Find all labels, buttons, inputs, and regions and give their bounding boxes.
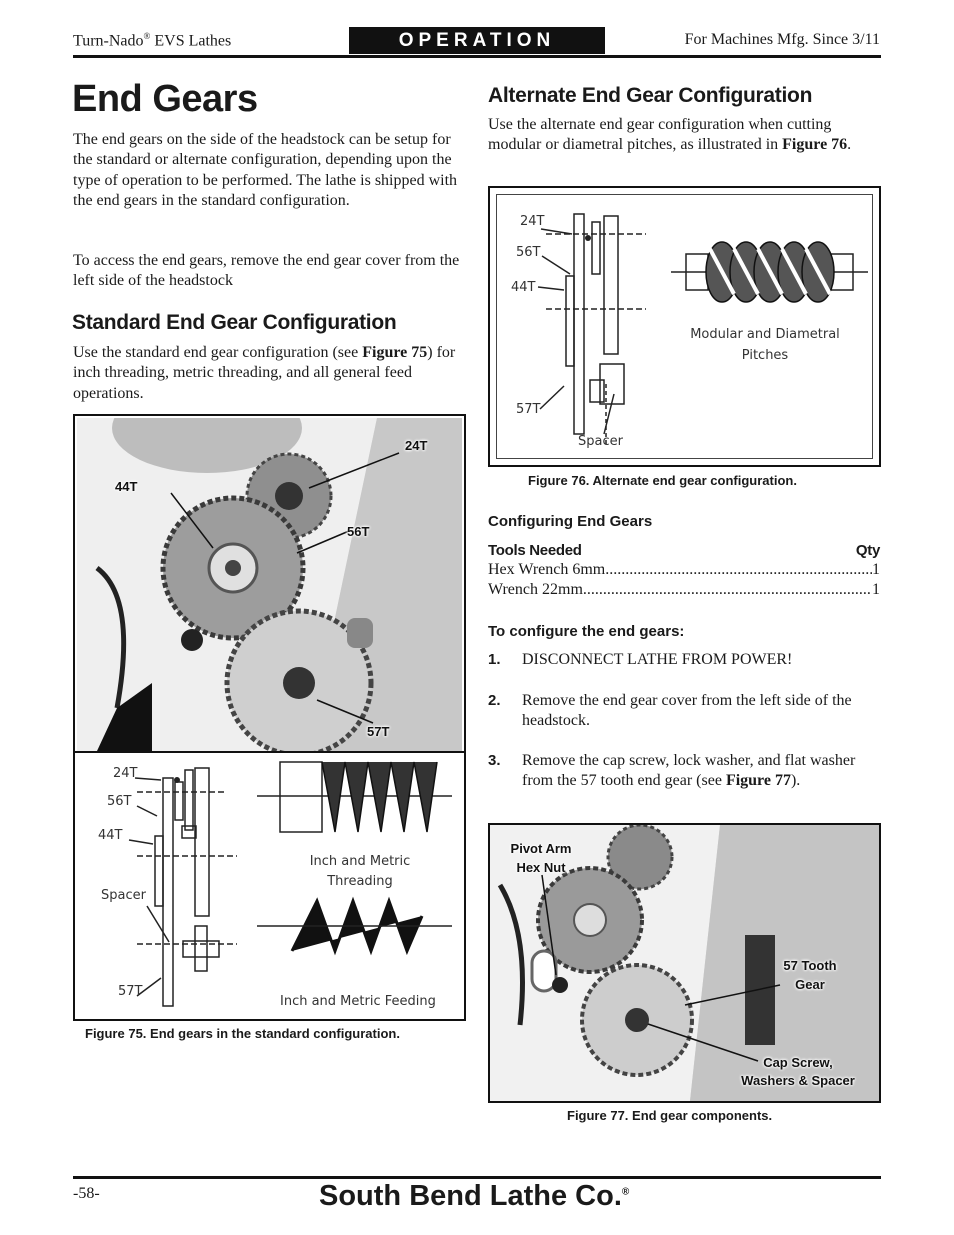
step-text: Remove the end gear cover from the left side of the headstock. — [522, 692, 852, 730]
standard-heading: Standard End Gear Configuration — [72, 311, 397, 334]
header-rule — [73, 55, 881, 58]
qty-label: Qty — [855, 542, 880, 559]
feeding-label: Inch and Metric Feeding — [280, 994, 436, 1009]
diagram-label-44t: 44T — [98, 828, 123, 843]
alt-label-57t: 57T — [516, 402, 541, 417]
diagram-label-57t: 57T — [118, 984, 143, 999]
page-title: End Gears — [72, 78, 258, 120]
procedure-heading: To configure the end gears: — [488, 623, 685, 640]
photo-label-56t: 56T — [347, 524, 370, 539]
figure-75-caption: Figure 75. End gears in the standard configuration. — [85, 1026, 400, 1041]
page-number: -58- — [73, 1185, 100, 1202]
step-number: 2. — [488, 692, 501, 709]
figure-75 — [73, 414, 466, 1021]
figure-77-ref[interactable]: Figure 77 — [725, 772, 791, 790]
diagram-label-56t: 56T — [107, 794, 132, 809]
alternate-heading: Alternate End Gear Configuration — [488, 84, 813, 107]
figure-75-divider — [75, 751, 464, 753]
step-text: Remove the cap screw, lock washer, and flat washer from the 57 tooth end gear (see Figure 77). — [522, 752, 856, 790]
figure-76 — [488, 186, 881, 467]
tool-row: Hex Wrench 6mm ..... 1 — [488, 561, 880, 579]
label-gear: Gear — [795, 977, 825, 992]
step-number: 3. — [488, 752, 501, 769]
figure-75-ref[interactable]: Figure 75 — [362, 344, 428, 361]
step-text: DISCONNECT LATHE FROM POWER! — [522, 651, 793, 668]
tools-needed-label: Tools Needed — [488, 542, 582, 559]
photo-label-24t: 24T — [405, 438, 428, 453]
threading-label: Inch and Metric Threading — [309, 854, 411, 889]
diagram-label-24t: 24T — [113, 766, 138, 781]
pitches-label: Modular and Diametral Pitches — [690, 327, 840, 363]
intro-paragraph-2: To access the end gears, remove the end gear cover from the left side of the headstock — [73, 252, 460, 290]
company-logo: South Bend Lathe Co.® — [319, 1180, 630, 1212]
header-machines-note: For Machines Mfg. Since 3/11 — [684, 31, 880, 48]
standard-paragraph: Use the standard end gear configuration (see Figure 75) for inch threading, metric threading, and all general feed operations. — [73, 344, 456, 402]
photo-label-57t: 57T — [367, 724, 390, 739]
label-hex-nut: Hex Nut — [516, 860, 566, 875]
tools-header — [488, 542, 880, 559]
label-pivot-arm: Pivot Arm — [510, 841, 572, 856]
intro-paragraph-1: The end gears on the side of the headstock can be setup for the standard or alternate configuration, depending upon the type of operation to be performed. The lathe is shipped with the end gears in the standard configuration. — [73, 131, 458, 209]
label-cap-screw: Cap Screw, — [763, 1055, 833, 1070]
tool-row: Wrench 22mm ..... 1 — [488, 581, 880, 599]
section-banner: OPERATION — [349, 27, 605, 54]
figure-77-caption: Figure 77. End gear components. — [567, 1108, 773, 1123]
figure-75-photo — [77, 418, 462, 751]
alt-label-56t: 56T — [516, 245, 541, 260]
alt-label-44t: 44T — [511, 280, 536, 295]
alt-label-spacer: Spacer — [578, 434, 623, 449]
gear-photo-illustration — [77, 418, 462, 751]
alt-label-24t: 24T — [520, 214, 545, 229]
diagram-label-spacer: Spacer — [101, 888, 146, 903]
alternate-paragraph: Use the alternate end gear configuration when cutting modular or diametral pitches, as illustrated in Figure 76. — [488, 116, 852, 154]
header-product: Turn-Nado® EVS Lathes — [73, 31, 232, 50]
label-washers-spacer: Washers & Spacer — [741, 1073, 855, 1088]
figure-76-caption: Figure 76. Alternate end gear configuration. — [528, 473, 797, 488]
step-number: 1. — [488, 651, 501, 668]
photo-label-44t: 44T — [115, 479, 138, 494]
label-57-tooth: 57 Tooth — [783, 958, 837, 973]
figure-76-ref[interactable]: Figure 76 — [782, 136, 848, 154]
figure-77 — [488, 823, 881, 1103]
footer-rule — [73, 1176, 881, 1179]
configuring-heading: Configuring End Gears — [488, 513, 653, 530]
